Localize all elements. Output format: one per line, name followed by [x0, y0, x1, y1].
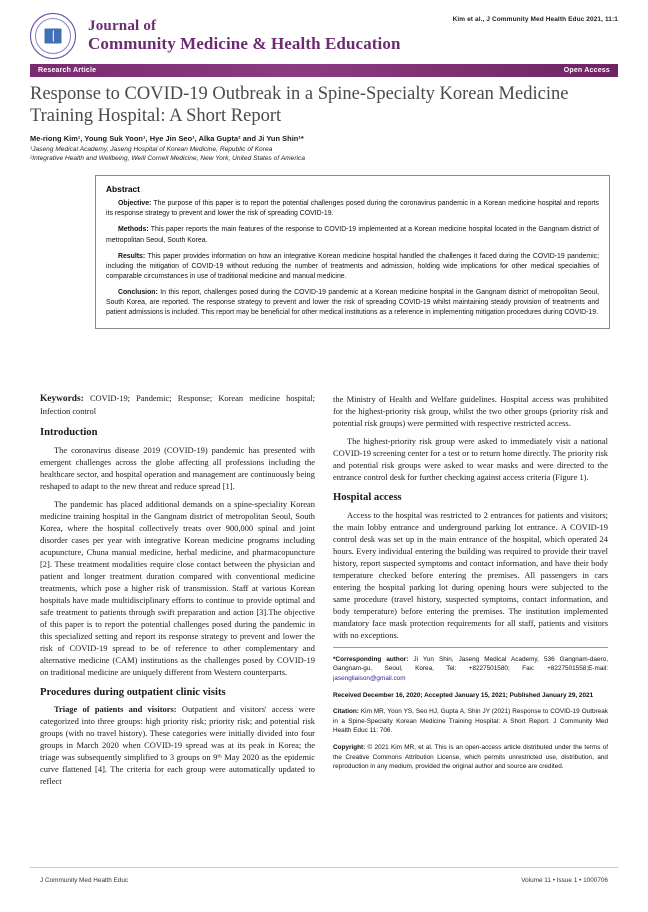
footer-divider	[30, 867, 618, 868]
abstract-methods-text: This paper reports the main features of the response to COVID-19 implemented at a Korean medicine hospital located in the Gangnam district of metropolitan Seoul, South Korea.	[106, 226, 599, 244]
page-footer	[40, 877, 608, 884]
affiliation-1: ¹Jaseng Medical Academy, Jaseng Hospital of Korean Medicine, Republic of Korea	[30, 145, 273, 153]
affiliation-2: ²Integrative Health and Wellbeing, Weill Cornell Medicine, New York, United States of America	[30, 155, 306, 163]
running-citation: Kim et al., J Community Med Health Educ 2021, 11:1	[452, 16, 618, 23]
footer-journal-name: J Community Med Health Educ	[40, 877, 129, 884]
section-heading-introduction: Introduction	[40, 426, 98, 438]
abstract-conclusion-text: In this report, challenges posed during the COVID-19 pandemic at a Korean medicine hospital in the Gangnam district of metropolitan Seoul, South Korea, are reported. The response strategy to prevent and lower the risk of spreading COVID-19 whilst maintaining steady provision of treatments and patient admissions is included. This report may be beneficial for other medical institutions as a reference in implementing mitigation procedures during COVID-19.	[106, 288, 599, 316]
corresponding-author-email[interactable]: jasengliaison@gmail.com	[333, 674, 406, 682]
citation-label: Citation:	[333, 708, 359, 716]
article-type-banner	[30, 64, 618, 77]
abstract-results	[106, 252, 599, 282]
abstract-heading: Abstract	[106, 184, 140, 195]
citation-note	[333, 707, 608, 736]
section-heading-hospital-access: Hospital access	[333, 492, 402, 503]
page-title: Response to COVID-19 Outbreak in a Spine-Specialty Korean Medicine Training Hospital: A Short Report	[30, 84, 569, 126]
abstract-results-label: Results:	[118, 252, 146, 260]
abstract-objective	[106, 199, 599, 219]
corresponding-author-note	[333, 655, 608, 684]
abstract-objective-label: Objective:	[118, 200, 152, 208]
open-access-label: Open Access	[563, 67, 610, 74]
corresponding-author-label: *Corresponding author:	[333, 655, 409, 663]
keywords	[40, 393, 315, 418]
continued-paragraph-2: The highest-priority risk group were asked to immediately visit a national COVID-19 screening center for a test or to return home directly. The priority risk and potential risk groups were asked to wear masks and were directed to the entrance control desk for further checking against access criteria (Figure 1).	[333, 436, 608, 482]
received-line-text: Received December 16, 2020; Accepted January 15, 2021; Published January 29, 2021	[333, 691, 594, 699]
abstract-results-text: This paper provides information on how an integrative Korean medicine hospital handled the challenges it faced during the COVID-19 pandemic; including the mitigation of COVID-19 without reducing the number of treatments and admission, holding wide implications for other medical specialties of comparable circumstances in use of traditional medicine and manual medicine.	[106, 252, 599, 280]
book-icon	[45, 29, 62, 44]
copyright-label: Copyright:	[333, 743, 366, 751]
title-block	[0, 77, 648, 162]
corresponding-author-text: Ji Yun Shin, Jaseng Medical Academy, 536 Gangnam-daero, Gangnam-gu, Seoul, Korea, Tel: +8227501580; Fax: +8227501558;E-mail:	[333, 655, 608, 673]
citation-text: Kim MR, Yoon YS, Seo HJ, Gupta A, Shin JY (2021) Response to COVID-19 Outbreak in a Spine-Specialty Korean Medicine Training Hospital: A Short Report. J Community Med Health Educ 11: 706.	[333, 708, 608, 735]
journal-name-line-1: Journal of	[88, 18, 157, 35]
keywords-text: COVID-19; Pandemic; Response; Korean medicine hospital; Infection control	[40, 394, 315, 417]
intro-paragraph-1: The coronavirus disease 2019 (COVID-19) pandemic has presented with emergent challenges across the globe affecting all professions including the healthcare sector, and hospital operation and management are continuously being reshaped to adapt to the new threat and reduce spread [1].	[40, 444, 315, 491]
journal-name-line-2: Community Medicine & Health Education	[88, 34, 401, 54]
section-heading-procedures: Procedures during outpatient clinic visits	[40, 686, 226, 698]
continued-paragraph-1: the Ministry of Health and Welfare guidelines. Hospital access was prohibited for the highest-priority risk group, whilst the two other groups (priority risk and potential risk groups) were permitted with respective restricted access.	[333, 394, 608, 428]
right-column	[333, 393, 608, 793]
copyright-text: © 2021 Kim MR, et al. This is an open-access article distributed under the terms of the Creative Commons Attribution License, which permits unrestricted use, distribution, and reproduction in any medium, provided the original author and source are credited.	[333, 743, 608, 771]
footer-volume-issue: Volume 11 • Issue 1 • 1000706	[521, 877, 608, 884]
abstract-methods	[106, 225, 599, 245]
triage-label: Triage of patients and visitors:	[54, 704, 177, 715]
copyright-note	[333, 743, 608, 772]
received-accepted-published-note	[333, 691, 608, 701]
author-list: Me-riong Kim¹, Young Suk Yoon¹, Hye Jin Seo¹, Alka Gupta² and Ji Yun Shin¹*	[30, 134, 304, 144]
journal-seal-logo-icon	[30, 13, 76, 59]
article-type-label: Research Article	[38, 67, 97, 74]
triage-paragraph	[40, 703, 315, 787]
abstract-box	[95, 175, 610, 329]
journal-masthead	[0, 0, 648, 58]
footnotes-block	[333, 647, 608, 772]
keywords-label: Keywords:	[40, 394, 84, 404]
abstract-objective-text: The purpose of this paper is to report the potential challenges posed during the coronavirus pandemic in a Korean medicine hospital and reports its response strategy to prevent and lower the risk of spreading COVID-19.	[106, 200, 599, 218]
intro-paragraph-2: The pandemic has placed additional demands on a spine-speciality Korean medicine training hospital in the Gangnam district of metropolitan Seoul, South Korea, where the hospital collectively treats over 900,000 spinal and joint disorder cases per year with integrative Korean medicine programs including acupuncture, Chuna manual medicine, herbal medicine, and pharmacopuncture [2]. These treatment modalities require close contact between the physician and patient and longer treatment duration compared with conventional medicine treatments, which pose a higher risk of transmission. Staff at various Korean hospitals have made multidisciplinary efforts to continue to provide optimal and safe treatment to patients through swift preparation and action [3].The objective of this paper is to report the potential challenges posed during the pandemic in this specialized setting and report its response strategy to prevent and lower the risk of COVID-19 spread to be of reference to other complementary and alternative medicine (CAM) institutions as the challenges posed by COVID-19 on traditional medicine are uniquely different from Western counterparts.	[40, 498, 315, 677]
body-columns	[40, 393, 608, 793]
journal-name	[88, 18, 401, 54]
abstract-conclusion-label: Conclusion:	[118, 288, 158, 296]
left-column	[40, 393, 315, 793]
triage-text: Outpatient and visitors' access were categorized into three groups: high priority risk; priority risk; and potential risk groups (with no travel history). These categories were initially divided into four groups in March 2020 when COVID-19 spread was at its peak in Korea; the triage was subsequently simplified to 3 groups on 9ᵗʰ May 2020 as the epidemic curve flattened [4]. The criteria for each group were automatically updated to reflect	[40, 704, 315, 787]
abstract-conclusion	[106, 288, 599, 318]
abstract-methods-label: Methods:	[118, 226, 149, 234]
hospital-access-paragraph: Access to the hospital was restricted to 2 entrances for patients and visitors; the main lobby entrance and underground parking lot entrance. A COVID-19 control desk was set up in the main entrance of the hospital, which operated 24 hours. Every individual entering the building was required to provide their travel history, report suspected symptoms and contact information, and have their body temperature checked before entering the premises. All passengers in cars entering the hospital parking lot during opening hours were subjected to the same procedure (travel history, suspected symptoms, contact information, and body temperature) before entering the premises. The institution implemented mandatory face mask protection requirements for all staff, patients and visitors with no exceptions.	[333, 509, 608, 640]
